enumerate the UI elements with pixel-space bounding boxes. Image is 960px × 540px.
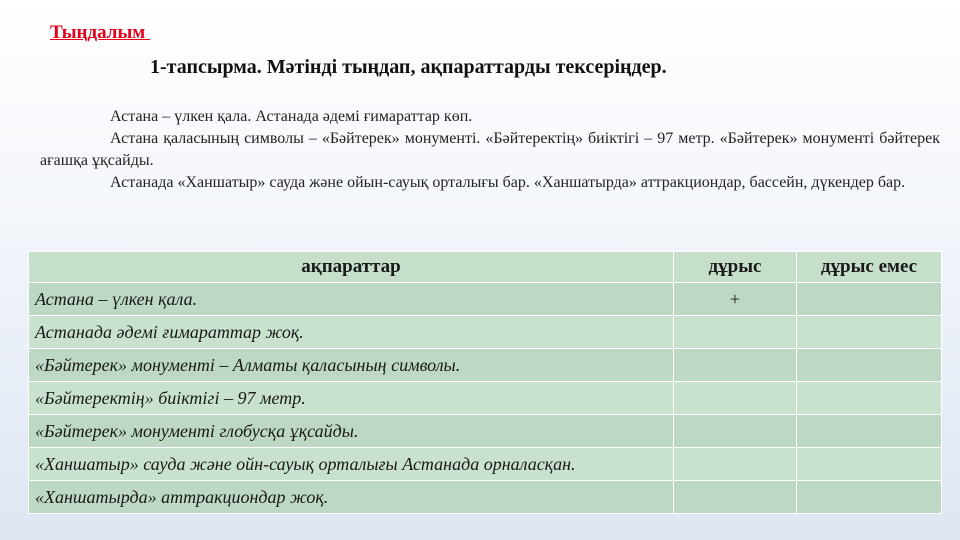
true-cell[interactable] (674, 415, 797, 448)
task-title: 1-тапсырма. Мәтінді тыңдап, ақпараттарды тексеріңдер. (150, 56, 667, 78)
statement-cell: «Ханшатырда» аттракциондар жоқ. (29, 481, 674, 514)
header-true: дұрыс (674, 252, 797, 283)
table-row (29, 481, 942, 514)
statement-cell: Астана – үлкен қала. (29, 283, 674, 316)
table-row (29, 349, 942, 382)
table-row (29, 448, 942, 481)
false-cell[interactable] (797, 349, 942, 382)
false-cell[interactable] (797, 448, 942, 481)
statement-cell: «Бәйтеректің» биіктігі – 97 метр. (29, 382, 674, 415)
check-table (28, 251, 942, 514)
table-row (29, 382, 942, 415)
listening-passage (40, 106, 940, 194)
statement-cell: «Ханшатыр» сауда және ойн-сауық орталығы Астанада орналасқан. (29, 448, 674, 481)
table-row (29, 316, 942, 349)
false-cell[interactable] (797, 316, 942, 349)
section-label: Тыңдалым (50, 22, 150, 43)
statement-cell: Астанада әдемі ғимараттар жоқ. (29, 316, 674, 349)
table-row (29, 415, 942, 448)
statement-cell: «Бәйтерек» монументі – Алматы қаласының символы. (29, 349, 674, 382)
true-cell[interactable] (674, 448, 797, 481)
false-cell[interactable] (797, 382, 942, 415)
false-cell[interactable] (797, 283, 942, 316)
true-cell[interactable] (674, 316, 797, 349)
passage-paragraph: Астана – үлкен қала. Астанада әдемі ғимараттар көп. (110, 108, 473, 125)
false-cell[interactable] (797, 481, 942, 514)
table-header-row (29, 252, 942, 283)
true-cell[interactable] (674, 382, 797, 415)
statement-cell: «Бәйтерек» монументі глобусқа ұқсайды. (29, 415, 674, 448)
true-cell[interactable] (674, 349, 797, 382)
false-cell[interactable] (797, 415, 942, 448)
table-row (29, 283, 942, 316)
check-table-container (28, 251, 942, 514)
passage-paragraph: Астанада «Ханшатыр» сауда және ойын-сауық орталығы бар. «Ханшатырда» аттракциондар, бассейн, дүкендер бар. (110, 174, 906, 191)
header-statements: ақпараттар (29, 252, 674, 283)
header-false: дұрыс емес (797, 252, 942, 283)
passage-paragraph: Астана қаласының символы – «Бәйтерек» монументі. «Бәйтеректің» биіктігі – 97 метр. «Бәйтерек» монументі бәйтерек ағашқа ұқсайды. (40, 130, 940, 169)
true-cell[interactable]: + (674, 283, 797, 316)
true-cell[interactable] (674, 481, 797, 514)
